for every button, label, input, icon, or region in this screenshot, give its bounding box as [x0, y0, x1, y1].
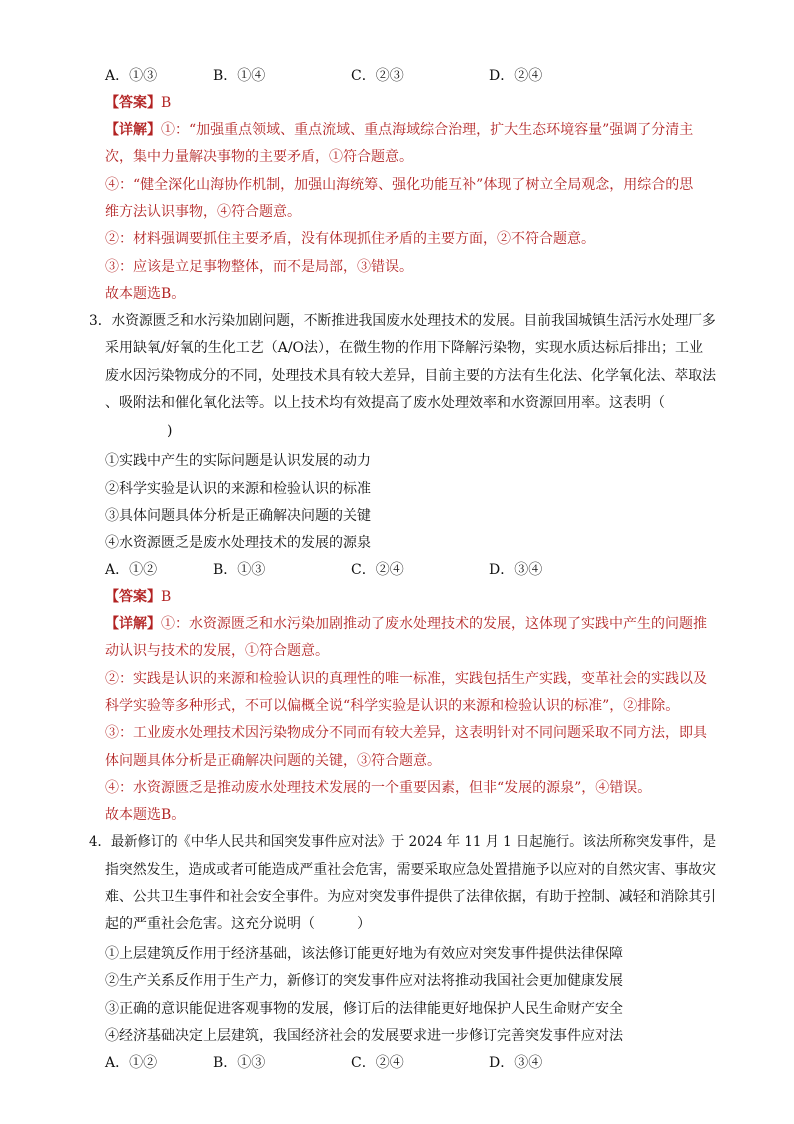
q3-statement: ④水资源匮乏是废水处理技术的发展的源泉: [105, 535, 371, 551]
q3-detail-line: 体问题具体分析是正确解决问题的关键，③符合题意。: [105, 753, 441, 769]
q3-statement: ②科学实验是认识的来源和检验认识的标准: [105, 481, 371, 497]
option-d: D．③④: [489, 562, 543, 578]
q4-stem-line: 4．最新修订的《中华人民共和国突发事件应对法》于 2024 年 11 月 1 日起施行。该法所称突发事件，是: [89, 834, 717, 850]
q2-detail-line: ④：“健全深化山海协作机制，加强山海统筹、强化功能互补”体现了树立全局观念，用综合的思: [105, 177, 694, 193]
detail-text: ①：“加强重点领域、重点流域、重点海域综合治理，扩大生态环境容量”强调了分清主: [161, 122, 694, 138]
q3-stem-line: 3．水资源匮乏和水污染加剧问题，不断推进我国废水处理技术的发展。目前我国城镇生活污水处理厂多: [89, 313, 716, 329]
option-c: C．②④: [351, 562, 404, 578]
q4-stem-line: 起的严重社会危害。这充分说明（ ）: [105, 916, 371, 932]
option-c: C．②④: [351, 1055, 404, 1071]
answer-value: B: [161, 589, 172, 605]
option-c: C．②③: [351, 68, 404, 84]
q2-detail-line: ②：材料强调要抓住主要矛盾，没有体现抓住矛盾的主要方面，②不符合题意。: [105, 231, 595, 247]
q3-detail-line: ②：实践是认识的来源和检验认识的真理性的唯一标准，实践包括生产实践，变革社会的实践以及: [105, 671, 707, 687]
q3-conclusion: 故本题选B。: [105, 807, 186, 823]
answer-value: B: [161, 95, 172, 111]
q4-statement: ③正确的意识能促进客观事物的发展，修订后的法律能更好地保护人民生命财产安全: [105, 1001, 623, 1017]
q3-answer: [105, 587, 171, 607]
q2-detail-line: 次，集中力量解决事物的主要矛盾，①符合题意。: [105, 149, 413, 165]
q2-detail-line: [105, 120, 693, 140]
detail-text: ①：水资源匮乏和水污染加剧推动了废水处理技术的发展，这体现了实践中产生的问题推: [161, 616, 707, 632]
q4-statement: ④经济基础决定上层建筑，我国经济社会的发展要求进一步修订完善突发事件应对法: [105, 1028, 623, 1044]
q3-detail-line: 科学实验等多种形式，不可以偏概全说“科学实验是认识的来源和检验认识的标准”，②排除。: [105, 698, 680, 714]
q3-stem-line: 采用缺氧/好氧的生化工艺（A/O法），在微生物的作用下降解污染物，实现水质达标后排出；工业: [105, 340, 704, 356]
option-d: D．②④: [489, 68, 543, 84]
q3-stem-line: 废水因污染物成分的不同，处理技术具有较大差异，目前主要的方法有生化法、化学氧化法、萃取法: [105, 368, 717, 384]
option-b: B．①③: [213, 1055, 266, 1071]
option-a: A．①②: [105, 1055, 158, 1071]
q4-statement: ②生产关系反作用于生产力，新修订的突发事件应对法将推动我国社会更加健康发展: [105, 973, 623, 989]
option-a: A．①③: [105, 68, 158, 84]
q4-statement: ①上层建筑反作用于经济基础，该法修订能更好地为有效应对突发事件提供法律保障: [105, 946, 623, 962]
q3-statement: ③具体问题具体分析是正确解决问题的关键: [105, 508, 371, 524]
q2-answer: [105, 93, 171, 113]
q3-stem-line: 、吸附法和催化氧化法等。以上技术均有效提高了废水处理效率和水资源回用率。这表明（: [105, 395, 665, 411]
q3-detail-line: ③：工业废水处理技术因污染物成分不同而有较大差异，这表明针对不同问题采取不同方法，即具: [105, 725, 707, 741]
detail-tag: 【详解】: [105, 122, 161, 138]
q3-detail-line: [105, 614, 707, 634]
q4-stem-line: 指突然发生，造成或者可能造成严重社会危害，需要采取应急处置措施予以应对的自然灾害、事故灾: [105, 862, 717, 878]
q3-detail-line: ④：水资源匮乏是推动废水处理技术发展的一个重要因素，但非“发展的源泉”，④错误。: [105, 780, 652, 796]
q4-stem-line: 难、公共卫生事件和社会安全事件。为应对突发事件提供了法律依据，有助于控制、减轻和消除其引: [105, 889, 717, 905]
option-b: B．①④: [213, 68, 266, 84]
q3-detail-line: 动认识与技术的发展，①符合题意。: [105, 643, 329, 659]
option-a: A．①②: [105, 562, 158, 578]
option-d: D．③④: [489, 1055, 543, 1071]
q2-detail-line: 维方法认识事物，④符合题意。: [105, 204, 301, 220]
q3-statement: ①实践中产生的实际问题是认识发展的动力: [105, 453, 371, 469]
q3-stem-line: ): [167, 423, 173, 439]
option-b: B．①③: [213, 562, 266, 578]
q2-detail-line: ③：应该是立足事物整体，而不是局部，③错误。: [105, 259, 413, 275]
answer-tag: 【答案】: [105, 95, 161, 111]
answer-tag: 【答案】: [105, 589, 161, 605]
q2-conclusion: 故本题选B。: [105, 286, 186, 302]
detail-tag: 【详解】: [105, 616, 161, 632]
